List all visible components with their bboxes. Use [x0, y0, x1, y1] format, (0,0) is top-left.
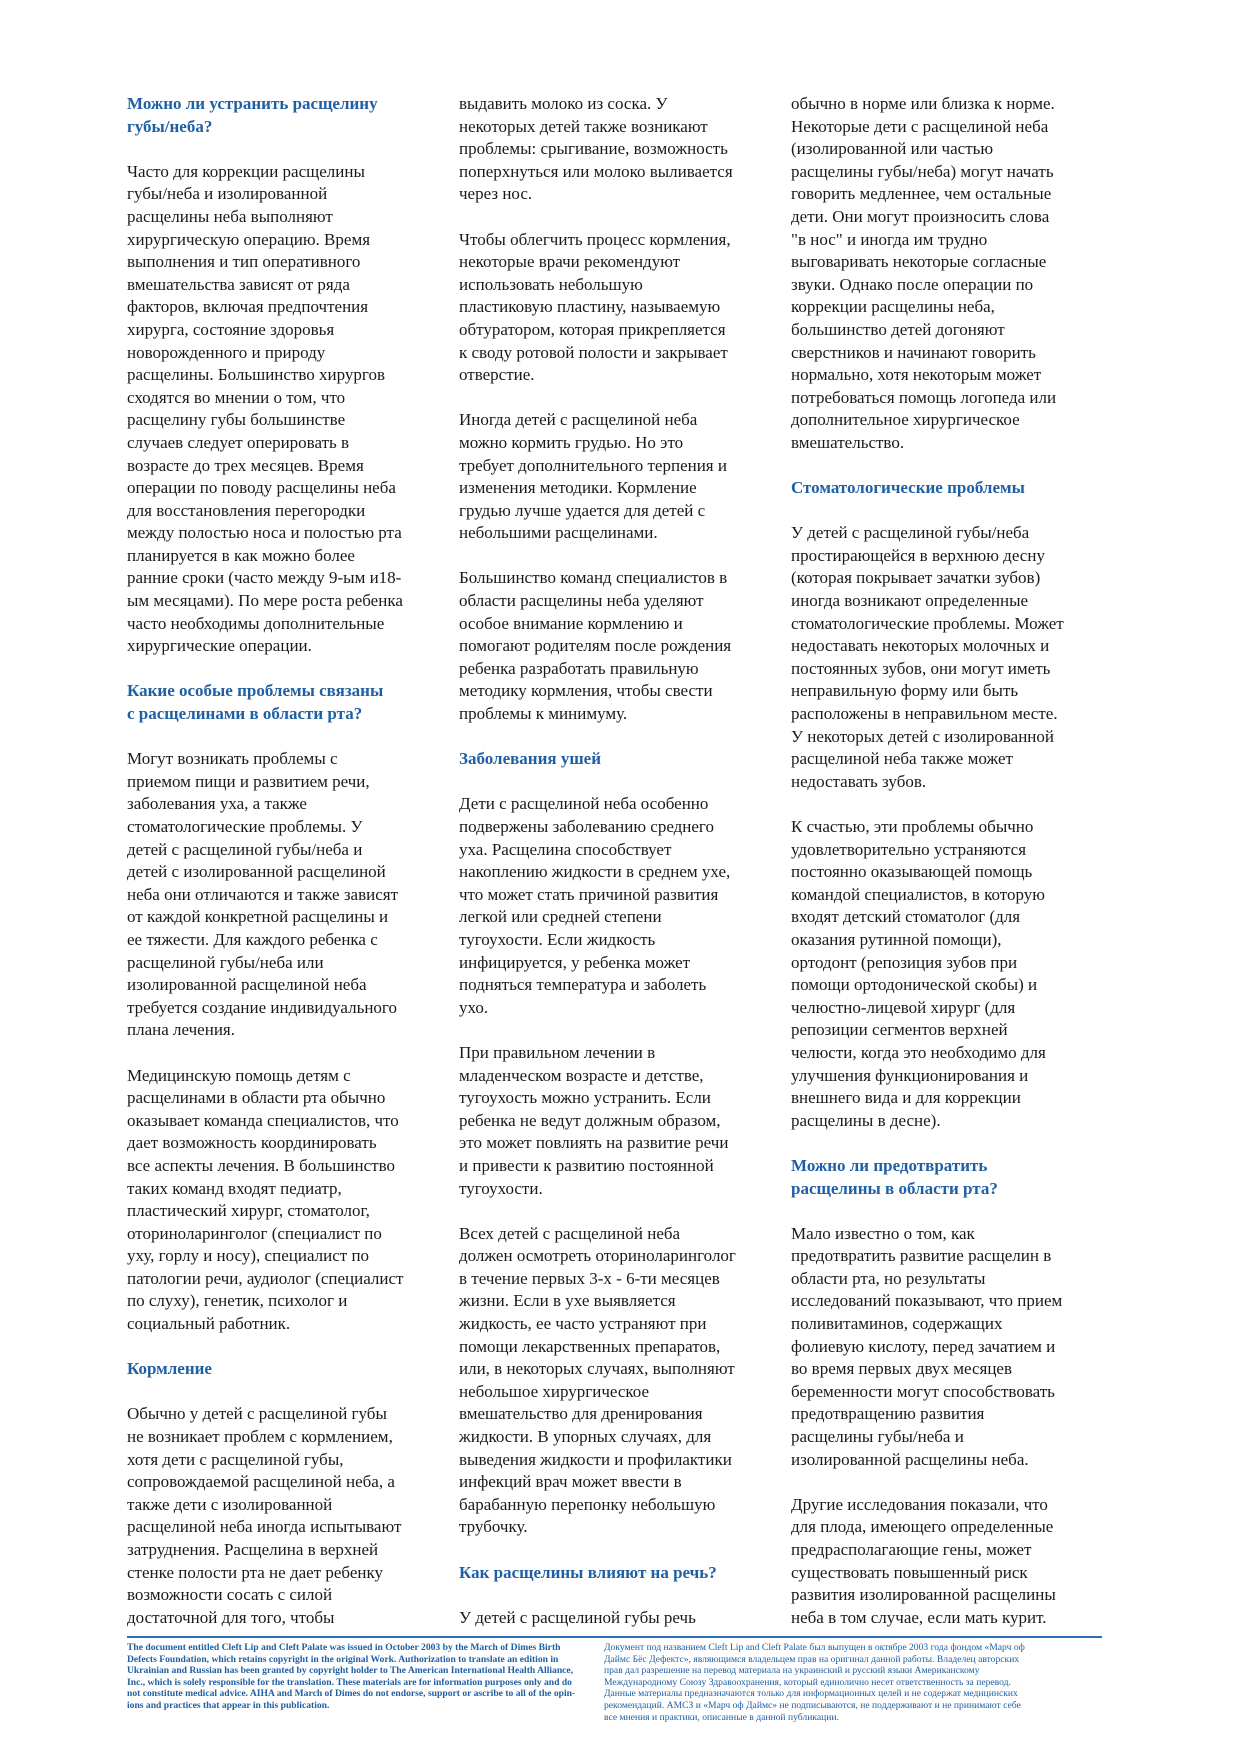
text-line: расщелины. Большинство хирургов: [127, 365, 385, 385]
footer-divider: [127, 1636, 1102, 1638]
text-line: поливитаминов, содержащих: [791, 1314, 1003, 1334]
section-heading: [791, 1155, 1111, 1200]
text-line: области рта, но результаты: [791, 1268, 986, 1288]
paragraph: [127, 1403, 447, 1629]
text-line: Дети с расщелиной неба особенно: [459, 794, 709, 814]
paragraph-spacer: [459, 387, 779, 410]
text-line: простирающейся в верхнюю десну: [791, 545, 1045, 565]
text-line: грудью лучше удается для детей с: [459, 500, 706, 520]
paragraph-spacer: [127, 1336, 447, 1359]
text-line: предотвращению развития: [791, 1404, 985, 1424]
text-line: уха. Расщелина способствует: [459, 839, 672, 859]
text-line: постоянных зубов, они могут иметь: [791, 658, 1051, 678]
text-line: пластический хирург, стоматолог,: [127, 1201, 370, 1221]
footer-line: ions and practices that appear in this publication.: [127, 1699, 330, 1711]
text-line: фолиевую кислоту, перед зачатием и: [791, 1336, 1056, 1356]
text-line: детей с изолированной расщелиной: [127, 862, 386, 882]
text-line: оториноларинголог (специалист по: [127, 1223, 382, 1243]
paragraph-spacer: [127, 726, 447, 749]
text-line: подняться температура и заболеть: [459, 975, 707, 995]
text-line: области расщелины неба уделяют: [459, 591, 704, 611]
paragraph-spacer: [791, 793, 1111, 816]
footer-line: Inc., which is solely responsible for the translation. These materials are for information purposes only and do: [127, 1676, 572, 1688]
text-line: выговаривать некоторые согласные: [791, 252, 1047, 272]
text-line: между полостью носа и полостью рта: [127, 523, 402, 543]
text-line: или, в некоторых случаях, выполняют: [459, 1359, 735, 1379]
text-line: изолированной расщелины неба.: [791, 1449, 1029, 1469]
text-line: выдавить молоко из соска. У: [459, 94, 668, 113]
text-line: ребенка не ведут должным образом,: [459, 1110, 721, 1130]
paragraph: [459, 229, 779, 387]
paragraph: [791, 1494, 1111, 1630]
text-line: "в нос" и иногда им трудно: [791, 229, 988, 249]
text-line: изолированной расщелиной неба: [127, 975, 367, 995]
section-heading: [127, 93, 447, 138]
paragraph: [791, 1223, 1111, 1472]
text-line: У некоторых детей с изолированной: [791, 726, 1055, 746]
text-line: для восстановления перегородки: [127, 500, 366, 520]
text-line: стенке полости рта не дает ребенку: [127, 1562, 384, 1582]
text-line: челюсти, когда это необходимо для: [791, 1042, 1046, 1062]
text-line: изменения методики. Кормление: [459, 478, 697, 498]
text-line: челюстно-лицевой хирург (для: [791, 997, 1016, 1017]
text-line: постоянно оказывающей помощь: [791, 862, 1033, 882]
text-line: У детей с расщелиной губы речь: [459, 1607, 696, 1627]
text-line: операции по поводу расщелины неба: [127, 478, 396, 498]
text-line: Какие особые проблемы связаны: [127, 681, 384, 701]
text-line: Могут возникать проблемы с: [127, 749, 338, 769]
text-line: новорожденного и природу: [127, 342, 326, 362]
paragraph-spacer: [459, 206, 779, 229]
paragraph-spacer: [459, 771, 779, 794]
footer-copyright-english: [127, 1642, 597, 1712]
text-line: жидкость, ее часто устраняют при: [459, 1314, 707, 1334]
paragraph-spacer: [459, 1539, 779, 1562]
text-line: приемом пищи и развитием речи,: [127, 771, 370, 791]
footer-line: все мнения и практики, описанные в данной публикации.: [604, 1711, 839, 1723]
text-column-1: [127, 93, 447, 1629]
text-line: расщелины в десне).: [791, 1110, 941, 1130]
text-line: детей с расщелиной губы/неба и: [127, 839, 363, 859]
paragraph: [791, 522, 1111, 793]
text-line: во время первых двух месяцев: [791, 1359, 1013, 1379]
paragraph-spacer: [459, 1584, 779, 1607]
paragraph-spacer: [459, 1200, 779, 1223]
footer-line: Международному Союзу Здравоохранения, который единолично несет ответственность за перевод.: [604, 1676, 1011, 1688]
text-line: оказания рутинной помощи),: [791, 929, 1002, 949]
text-line: неба в том случае, если мать курит.: [791, 1607, 1047, 1627]
text-line: (изолированной или частью: [791, 139, 994, 159]
text-line: небольшое хирургическое: [459, 1381, 650, 1401]
text-line: в течение первых 3-х - 6-ти месяцев: [459, 1268, 720, 1288]
text-line: помощи лекарственных препаратов,: [459, 1336, 721, 1356]
text-line: обтуратором, которая прикрепляется: [459, 319, 726, 339]
text-line: При правильном лечении в: [459, 1042, 656, 1062]
footer-line: Документ под названием Cleft Lip and Cleft Palate был выпущен в октябре 2003 года фондом «Марч оф: [604, 1642, 1025, 1653]
text-line: развития изолированной расщелины: [791, 1585, 1056, 1605]
text-line: ортодонт (репозиция зубов при: [791, 952, 1018, 972]
paragraph: [791, 816, 1111, 1132]
text-line: заболевания уха, а также: [127, 794, 307, 814]
text-line: говорить медленнее, чем остальные: [791, 184, 1052, 204]
paragraph-spacer: [459, 1019, 779, 1042]
text-line: беременности могут способствовать: [791, 1381, 1055, 1401]
section-heading: [791, 477, 1111, 500]
footer-line: The document entitled Cleft Lip and Cleft Palate was issued in October 2003 by the March of Dimes Birth: [127, 1642, 561, 1653]
text-line: случаев следует оперировать в: [127, 432, 350, 452]
text-line: требует дополнительного терпения и: [459, 455, 727, 475]
text-line: потребоваться помощь логопеда или: [791, 387, 1057, 407]
text-line: от каждой конкретной расщелины и: [127, 907, 389, 927]
text-line: некоторых детей также возникают: [459, 116, 708, 136]
text-line: и привести к развитию постоянной: [459, 1155, 714, 1175]
paragraph-spacer: [127, 138, 447, 161]
text-line: Как расщелины влияют на речь?: [459, 1562, 717, 1582]
text-line: все аспекты лечения. В большинство: [127, 1155, 395, 1175]
text-line: Иногда детей с расщелиной неба: [459, 410, 698, 430]
text-line: помощи ортодонической скобы) и: [791, 975, 1038, 995]
text-line: затруднения. Расщелина в верхней: [127, 1540, 379, 1559]
text-line: внешнего вида и для коррекции: [791, 1088, 1021, 1108]
text-line: ребенка разработать правильную: [459, 658, 699, 678]
text-line: трубочку.: [459, 1517, 528, 1537]
text-line: неправильную форму или быть: [791, 681, 1019, 701]
text-line: расщелины губы/неба) могут начать: [791, 161, 1054, 181]
text-line: таких команд входят педиатр,: [127, 1178, 342, 1198]
text-line: возможности сосать с силой: [127, 1585, 333, 1605]
paragraph-spacer: [791, 455, 1111, 478]
text-line: губы/неба и изолированной: [127, 184, 328, 204]
text-line: младенческом возрасте и детстве,: [459, 1065, 704, 1085]
paragraph: [459, 1042, 779, 1200]
footer-line: not constitute medical advice. AIHA and March of Dimes do not endorse, support or ascribe to all of the opin-: [127, 1688, 576, 1700]
text-line: вмешательство для дренирования: [459, 1404, 703, 1424]
paragraph: [459, 93, 779, 206]
text-line: У детей с расщелиной губы/неба: [791, 523, 1030, 543]
text-line: тугоухость можно устранить. Если: [459, 1088, 711, 1108]
text-line: подвержены заболеванию среднего: [459, 817, 714, 836]
text-line: с расщелинами в области рта?: [127, 704, 363, 724]
text-line: достаточной для того, чтобы: [127, 1607, 335, 1627]
text-line: расщелиной губы/неба или: [127, 952, 324, 972]
text-line: расщелины губы/неба и: [791, 1427, 964, 1447]
text-line: дети. Они могут произносить слова: [791, 206, 1050, 226]
text-line: вмешательство.: [791, 432, 905, 452]
text-line: недоставать некоторых молочных и: [791, 636, 1050, 656]
text-line: расщелины в области рта?: [791, 1178, 998, 1198]
paragraph-spacer: [459, 545, 779, 568]
text-line: накоплению жидкости в среднем ухе,: [459, 862, 731, 882]
text-line: недоставать зубов.: [791, 771, 927, 791]
text-line: к своду ротовой полости и закрывает: [459, 342, 728, 362]
text-line: репозиции сегментов верхней: [791, 1020, 1008, 1040]
text-line: ее тяжести. Для каждого ребенка с: [127, 929, 378, 949]
text-line: (которая покрывает зачатки зубов): [791, 568, 1041, 588]
text-line: Чтобы облегчить процесс кормления,: [459, 229, 731, 249]
paragraph: [459, 793, 779, 1019]
text-line: нормально, хотя некоторым может: [791, 365, 1042, 385]
text-line: пластиковую пластину, называемую: [459, 297, 721, 317]
text-line: звуки. Однако после операции по: [791, 274, 1034, 294]
text-line: расщелиной неба иногда испытывают: [127, 1517, 402, 1537]
footer-line: Ukrainian and Russian has been granted by copyright holder to The American International Health Alliance,: [127, 1665, 574, 1677]
text-line: для плода, имеющего определенные: [791, 1517, 1054, 1537]
text-line: существовать повышенный риск: [791, 1562, 1028, 1582]
text-line: жидкости. В упорных случаях, для: [459, 1427, 712, 1447]
text-line: Можно ли предотвратить: [791, 1155, 988, 1175]
text-line: хотя дети с расщелиной губы,: [127, 1449, 344, 1469]
text-line: губы/неба?: [127, 116, 213, 136]
paragraph: [127, 161, 447, 658]
paragraph-spacer: [791, 1200, 1111, 1223]
text-line: плана лечения.: [127, 1020, 235, 1040]
text-line: расщелины неба выполняют: [127, 206, 333, 226]
section-heading: [459, 1562, 779, 1585]
text-line: Мало известно о том, как: [791, 1223, 975, 1243]
text-line: инфицируется, у ребенка может: [459, 952, 691, 972]
text-line: Можно ли устранить расщелину: [127, 94, 378, 113]
paragraph-spacer: [791, 1471, 1111, 1494]
text-line: тугоухости. Если жидкость: [459, 929, 656, 949]
text-line: расщелину губы большинстве: [127, 410, 346, 430]
text-line: Большинство команд специалистов в: [459, 568, 728, 588]
text-line: дает возможность координировать: [127, 1133, 377, 1153]
text-line: социальный работник.: [127, 1314, 291, 1334]
paragraph: [459, 567, 779, 725]
paragraph-spacer: [127, 1042, 447, 1065]
text-line: хирургическую операцию. Время: [127, 229, 371, 249]
text-line: уху, горлу и носу), специалист по: [127, 1246, 370, 1266]
footer-line: Defects Foundation, which retains copyright in the original Work. Authorization to translate an edition in: [127, 1653, 559, 1665]
text-line: требуется создание индивидуального: [127, 997, 397, 1017]
text-line: оказывает команда специалистов, что: [127, 1110, 399, 1130]
text-line: расщелинами в области рта обычно: [127, 1088, 386, 1108]
text-line: что может стать причиной развития: [459, 884, 719, 904]
text-line: хирургические операции.: [127, 636, 312, 656]
text-line: К счастью, эти проблемы обычно: [791, 817, 1034, 836]
text-line: ым месяцами). По мере роста ребенка: [127, 591, 403, 611]
text-line: вмешательства зависят от ряда: [127, 274, 350, 294]
text-column-2: [459, 93, 779, 1629]
text-line: проблемы: срыгивание, возможность: [459, 139, 728, 159]
text-line: Другие исследования показали, что: [791, 1494, 1048, 1514]
text-line: можно кормить грудью. Но это: [459, 432, 684, 452]
text-line: командой специалистов, в которую: [791, 884, 1045, 904]
text-line: использовать небольшую: [459, 274, 643, 294]
paragraph-spacer: [127, 658, 447, 681]
text-line: проблемы к минимуму.: [459, 704, 628, 724]
footer-line: прав дал разрешение на перевод материала на украинский и русский языки Американскому: [604, 1665, 980, 1677]
text-line: планируется в как можно более: [127, 545, 355, 565]
paragraph-spacer: [459, 726, 779, 749]
text-line: дополнительное хирургическое: [791, 410, 1020, 430]
text-line: методику кормления, чтобы свести: [459, 681, 713, 701]
text-line: также дети с изолированной: [127, 1494, 333, 1514]
text-line: небольшими расщелинами.: [459, 523, 658, 543]
footer-line: рекомендаций. АМСЗ и «Марч оф Даймс» не подписываются, не поддерживают и не принимают себе: [604, 1699, 1021, 1711]
text-line: Часто для коррекции расщелины: [127, 161, 365, 181]
text-line: через нос.: [459, 184, 533, 204]
text-line: сверстников и начинают говорить: [791, 342, 1036, 362]
paragraph-spacer: [127, 1381, 447, 1404]
text-line: должен осмотреть оториноларинголог: [459, 1246, 736, 1266]
footer-line: Данные материалы предназначаются только для информационных целей и не содержат медицинских: [604, 1688, 1018, 1700]
text-line: стоматологические проблемы. Может: [791, 613, 1064, 633]
text-line: коррекции расщелины неба,: [791, 297, 995, 317]
section-heading: [127, 1358, 447, 1381]
text-line: улучшения функционирования и: [791, 1065, 1029, 1085]
paragraph: [459, 1223, 779, 1539]
text-line: барабанную перепонку небольшую: [459, 1494, 716, 1514]
text-line: расщелиной неба также может: [791, 749, 1013, 769]
text-line: хирурга, состояние здоровья: [127, 319, 335, 339]
text-line: Обычно у детей с расщелиной губы: [127, 1404, 387, 1424]
paragraph: [459, 1607, 779, 1630]
paragraph: [127, 748, 447, 1042]
text-line: Медицинскую помощь детям с: [127, 1065, 351, 1085]
text-line: расположены в неправильном месте.: [791, 704, 1058, 724]
footer-copyright-russian: [604, 1642, 1104, 1723]
footer-line: Даймс Бёс Дефектс», являющимся владельцем прав на оригинал данной работы. Владелец авторских: [604, 1653, 1020, 1665]
text-line: Стоматологические проблемы: [791, 478, 1025, 498]
text-line: патологии речи, аудиолог (специалист: [127, 1268, 404, 1288]
text-line: удовлетворительно устраняются: [791, 839, 1027, 859]
text-line: ухо.: [459, 997, 489, 1017]
text-line: факторов, включая предпочтения: [127, 297, 369, 317]
text-line: ранние сроки (часто между 9-ым и18-: [127, 568, 402, 588]
text-line: неба они отличаются и также зависят: [127, 884, 399, 904]
text-line: сходятся во мнении о том, что: [127, 387, 346, 407]
section-heading: [459, 748, 779, 771]
text-line: поперхнуться или молоко выливается: [459, 161, 733, 181]
text-line: легкой или средней степени: [459, 907, 662, 927]
text-line: по слуху), генетик, психолог и: [127, 1291, 348, 1311]
text-line: возрасте до трех месяцев. Время: [127, 455, 364, 475]
paragraph: [459, 409, 779, 545]
text-line: стоматологические проблемы. У: [127, 817, 363, 836]
text-line: иногда возникают определенные: [791, 591, 1029, 611]
text-column-3: [791, 93, 1111, 1629]
text-line: отверстие.: [459, 365, 535, 385]
text-line: некоторые врачи рекомендуют: [459, 252, 681, 272]
text-line: жизни. Если в ухе выявляется: [459, 1291, 676, 1311]
paragraph-spacer: [791, 500, 1111, 523]
text-line: выведения жидкости и профилактики: [459, 1449, 732, 1469]
text-line: особое внимание кормлению и: [459, 613, 683, 633]
text-line: исследований показывают, что прием: [791, 1291, 1063, 1311]
text-line: предрасполагающие гены, может: [791, 1540, 1032, 1559]
section-heading: [127, 680, 447, 725]
text-line: Заболевания ушей: [459, 749, 602, 769]
text-line: это может повлиять на развитие речи: [459, 1133, 729, 1153]
text-line: большинство детей догоняют: [791, 319, 1005, 339]
text-line: обычно в норме или близка к норме.: [791, 94, 1055, 113]
text-line: сопровождаемой расщелиной неба, а: [127, 1472, 395, 1492]
text-line: предотвратить развитие расщелин в: [791, 1246, 1052, 1266]
text-line: помогают родителям после рождения: [459, 636, 732, 656]
paragraph: [127, 1065, 447, 1336]
text-line: Всех детей с расщелиной неба: [459, 1223, 681, 1243]
text-line: Кормление: [127, 1359, 212, 1379]
text-line: инфекций врач может ввести в: [459, 1472, 682, 1492]
text-line: входят детский стоматолог (для: [791, 907, 1021, 927]
text-line: тугоухости.: [459, 1178, 543, 1198]
paragraph: [791, 93, 1111, 455]
text-line: не возникает проблем с кормлением,: [127, 1427, 393, 1447]
paragraph-spacer: [791, 1132, 1111, 1155]
text-line: Некоторые дети с расщелиной неба: [791, 116, 1049, 136]
text-line: часто необходимы дополнительные: [127, 613, 385, 633]
text-line: выполнения и тип оперативного: [127, 252, 361, 272]
